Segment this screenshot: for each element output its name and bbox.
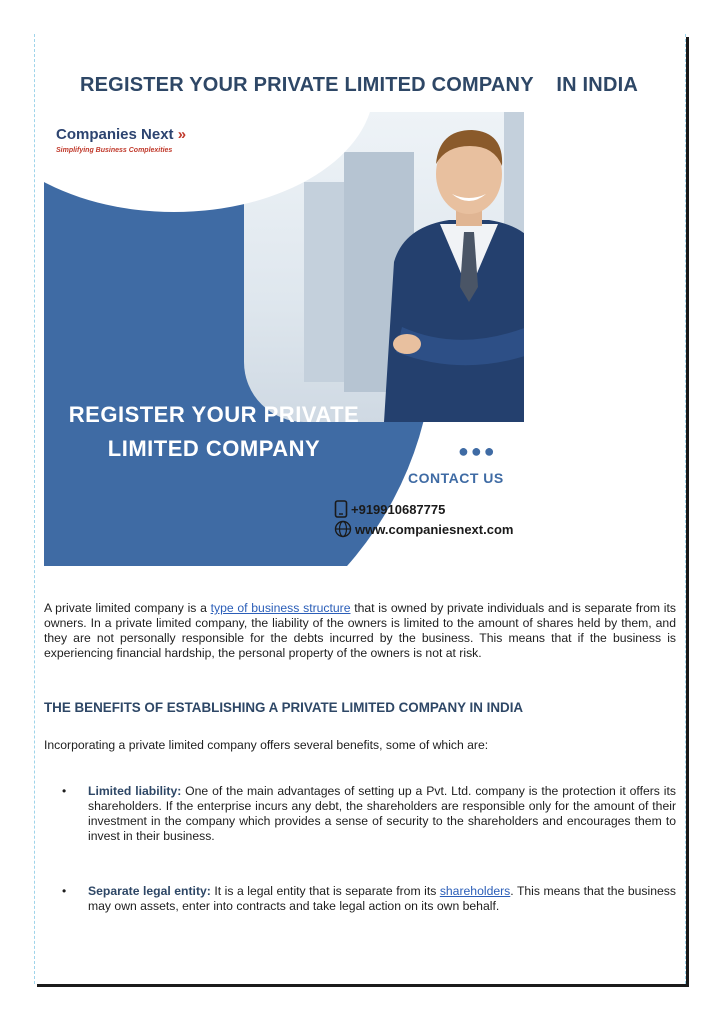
- bullet-text-start: It is a legal entity that is separate from its: [210, 884, 440, 898]
- list-item: [62, 884, 676, 914]
- list-item: [62, 784, 676, 844]
- banner-heading: [44, 398, 384, 466]
- bullet-label: Limited liability:: [88, 784, 182, 798]
- intro-text-start: A private limited company is a: [44, 601, 211, 615]
- brand-tagline: Simplifying Business Complexities: [56, 147, 173, 154]
- benefits-list: [62, 784, 676, 844]
- page-title: REGISTER YOUR PRIVATE LIMITED COMPANY IN INDIA: [80, 74, 638, 96]
- bullet-text: One of the main advantages of setting up a Pvt. Ltd. company is the protection it offers its shareholders. If the enterprise incurs any debt, the shareholders are responsible only for the amount of their investment in the company which provides a sense of security to the shareholders and encourages them to invest in their business.: [88, 784, 676, 843]
- globe-icon: [334, 520, 352, 538]
- contact-website[interactable]: [334, 520, 513, 538]
- benefits-list: [62, 884, 676, 914]
- page-shadow: [37, 984, 689, 987]
- website-url: www.companiesnext.com: [355, 521, 514, 537]
- banner-heading-line2: LIMITED COMPANY: [107, 436, 321, 461]
- dots-decoration: ●●●: [458, 441, 497, 461]
- bullet-text-end: . This means that the business may own assets, enter into contracts and take legal action on its own behalf.: [88, 884, 676, 913]
- benefits-intro: Incorporating a private limited company offers several benefits, some of which are:: [44, 738, 489, 752]
- contact-phone[interactable]: [334, 500, 445, 518]
- business-structure-link[interactable]: type of business structure: [210, 601, 351, 615]
- bullet-icon: •: [62, 784, 67, 798]
- benefits-heading: THE BENEFITS OF ESTABLISHING A PRIVATE LIMITED COMPANY IN INDIA: [44, 700, 524, 715]
- banner-heading-line1: REGISTER YOUR PRIVATE: [68, 402, 360, 427]
- bullet-icon: •: [62, 884, 67, 898]
- shareholders-link[interactable]: shareholders: [439, 884, 511, 898]
- brand-logo: [56, 126, 186, 143]
- brand-name: Companies Next: [56, 126, 174, 143]
- phone-number: +919910687775: [351, 501, 446, 517]
- bullet-label: Separate legal entity:: [88, 884, 211, 898]
- brand-chevron-icon: »: [177, 126, 187, 143]
- contact-title: CONTACT US: [408, 470, 504, 486]
- intro-text-end: that is owned by private individuals and is separate from its owners. In a private limited company, the liability of the owners is limited to the amount of shares held by them, and they are not personally responsible for the debts incurred by the business. This means that if the business is experiencing financial hardship, the personal property of the owners is not at risk.: [44, 601, 676, 660]
- hero-banner: [44, 112, 524, 566]
- phone-icon: [334, 500, 348, 518]
- intro-paragraph: [44, 601, 676, 661]
